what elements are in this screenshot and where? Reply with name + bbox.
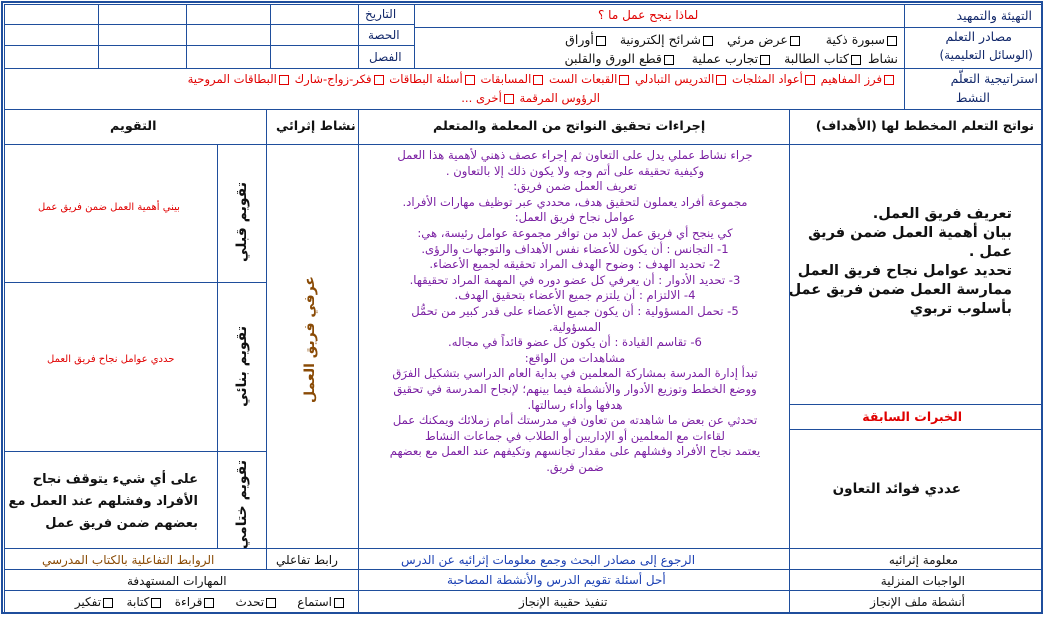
checkbox-icon[interactable] — [103, 598, 113, 608]
interactive-text[interactable]: الروابط التفاعلية بالكتاب المدرسي — [42, 553, 215, 567]
checkbox-icon[interactable] — [703, 36, 713, 46]
procedure-line: وكيفية تحقيقه على أتم وجه ولا يكون ذلك إلا بالتعاون . — [445, 163, 705, 178]
procedure-line: 1- التجانس : أن يكون للأعضاء نفس الأهداف والتوجهات والرؤى. — [421, 241, 729, 256]
resource-paper-pieces: قطع الورق والقلبن — [564, 51, 662, 66]
period-cell-4[interactable] — [4, 24, 99, 46]
checkbox-icon[interactable] — [805, 75, 815, 85]
outcome-item: تحديد عوامل نجاح فريق العمل — [797, 263, 1012, 279]
checkbox-icon[interactable] — [151, 598, 161, 608]
skills-row — [75, 595, 346, 609]
eval-final-text-2: الأفراد وفشلهم عند العمل مع — [8, 494, 198, 509]
period-cell-3[interactable] — [98, 24, 187, 46]
strategy-item: المسابقات — [480, 72, 532, 86]
enrich-info-label: معلومة إثرائيه — [888, 553, 958, 567]
period-cell-1[interactable] — [270, 24, 359, 46]
checkbox-icon[interactable] — [887, 36, 897, 46]
checkbox-icon[interactable] — [266, 598, 276, 608]
checkbox-icon[interactable] — [619, 75, 629, 85]
checkbox-icon[interactable] — [504, 94, 514, 104]
procedure-line: تحدثي عن بعض ما شاهدته من تعاون في مدرستك أمام زملائك ويمكنك عمل — [392, 413, 758, 428]
checkbox-icon[interactable] — [790, 36, 800, 46]
activity-label: نشاط — [868, 51, 898, 66]
class-cell-2[interactable] — [186, 45, 271, 69]
resource-smartboard: سبورة ذكية — [825, 32, 885, 47]
eval-form-label: تقويم بنائي — [234, 326, 250, 407]
class-cell-3[interactable] — [98, 45, 187, 69]
eval-pre-text-cell — [4, 144, 218, 283]
strategy-item: أسئلة البطاقات — [389, 72, 463, 86]
skill-item: تحدث — [235, 595, 265, 609]
checkbox-icon[interactable] — [279, 75, 289, 85]
procedure-line: تعريف العمل ضمن فريق: — [513, 179, 637, 194]
enrichment-text: عرفي فريق العمل — [302, 276, 318, 403]
checkbox-icon[interactable] — [334, 598, 344, 608]
procedure-line: مشاهدات من الواقع: — [524, 350, 626, 365]
checkbox-icon[interactable] — [533, 75, 543, 85]
class-cell-4[interactable] — [4, 45, 99, 69]
checkbox-icon[interactable] — [884, 75, 894, 85]
procedures-text — [368, 148, 782, 475]
date-label: التاريخ — [365, 7, 397, 21]
procedure-line: ضمن فريق. — [546, 459, 604, 474]
procedure-line: 4- الالتزام : أن يلتزم جميع الأعضاء بتحقيق الهدف. — [454, 288, 696, 303]
resource-slides: شرائح إلكترونية — [619, 32, 702, 47]
eval-pre-label: تقويم قبلي — [234, 182, 250, 262]
outcome-item: بأسلوب تربوي — [909, 301, 1012, 317]
procedure-line: ووضع الخطط وتوزيع الأدوار والأنشطة فيما بينهم؛ لإنجاح المدرسة في تحقيق — [393, 381, 757, 396]
enrich-info-text: الرجوع إلى مصادر البحث وجمع معلومات إثرائيه عن الدرس — [401, 553, 696, 567]
strategy-item: فكر-زواج-شارك — [294, 72, 372, 86]
resources-row-1 — [565, 32, 899, 47]
procedure-line: جراء نشاط عملي يدل على التعاون ثم إجراء عصف ذهني لأهمية هذا العمل — [397, 148, 753, 162]
homework-text: أحل أسئلة تقويم الدرس والأنشطة المصاحبة — [447, 573, 666, 587]
checkbox-icon[interactable] — [664, 55, 674, 65]
procedure-line: كي ينجح أي فريق عمل لابد من توافر مجموعة عوامل رئيسة، هي: — [417, 225, 733, 240]
eval-form-text-cell — [4, 282, 218, 452]
period-label: الحصة — [368, 28, 400, 42]
warmup-question: لماذا ينجح عمل ما ؟ — [598, 8, 699, 22]
checkbox-icon[interactable] — [374, 75, 384, 85]
resource-book: كتاب الطالبة — [784, 51, 849, 66]
procedure-line: هدفها وأداء رسالتها. — [527, 397, 623, 412]
resources-row-2 — [564, 51, 863, 66]
strategy-item: البطاقات المروحية — [187, 72, 277, 86]
date-cell-1[interactable] — [270, 4, 359, 25]
portfolio-label: أنشطة ملف الإنجاز — [870, 595, 965, 609]
evaluation-header: التقويم — [110, 119, 157, 134]
skill-item: قراءة — [174, 595, 203, 609]
outcomes-list — [782, 205, 1012, 319]
enrichment-header: نشاط إثرائي — [276, 119, 356, 134]
portfolio-text: تنفيذ حقيبة الإنجاز — [519, 595, 608, 609]
checkbox-icon[interactable] — [760, 55, 770, 65]
strategy-item: الرؤوس المرقمة — [519, 91, 600, 105]
strategy-item: أعواد المثلجات — [731, 72, 803, 86]
outcome-item: عمل . — [968, 244, 1012, 260]
procedure-line: المسؤولية. — [548, 319, 602, 334]
skills-label: المهارات المستهدفة — [127, 574, 227, 588]
procedure-line: لقاءات مع المعلمين أو الإداريين أو الطلاب في جماعات النشاط — [425, 428, 725, 443]
strategy-item: التدريس التبادلي — [635, 72, 715, 86]
outcome-item: تعريف فريق العمل. — [872, 206, 1012, 222]
skill-item: كتابة — [126, 595, 150, 609]
procedures-header: إجراءات تحقيق النواتج من المعلمة والمتعلم — [433, 119, 706, 134]
strategy-item: أخرى ... — [461, 91, 502, 105]
date-cell-2[interactable] — [186, 4, 271, 25]
skill-item: استماع — [297, 595, 332, 609]
checkbox-icon[interactable] — [465, 75, 475, 85]
strategy-label-2: النشط — [955, 90, 990, 105]
checkbox-icon[interactable] — [596, 36, 606, 46]
resource-visual: عرض مرئي — [726, 32, 788, 47]
resources-label-2: (الوسائل التعليمية) — [939, 48, 1033, 62]
prior-text: عددي فوائد التعاون — [832, 481, 961, 497]
strategy-row-2 — [461, 91, 600, 105]
eval-form-text: حددي عوامل نجاح فريق العمل — [47, 354, 175, 365]
checkbox-icon[interactable] — [204, 598, 214, 608]
period-cell-2[interactable] — [186, 24, 271, 46]
procedure-line: مجموعة أفراد يعملون لتحقيق هدف، محددي عبر توظيف مهارات الأفراد. — [402, 194, 748, 209]
eval-final-text-3: بعضهم ضمن فريق عمل — [45, 516, 198, 531]
checkbox-icon[interactable] — [716, 75, 726, 85]
outcome-item: ممارسة العمل ضمن فريق عمل — [788, 282, 1012, 298]
homework-label: الواجبات المنزلية — [880, 574, 965, 588]
strategy-label-1: استراتيجية التعلّم — [950, 71, 1038, 86]
eval-final-text-1: على أي شيء يتوقف نجاح — [32, 472, 198, 487]
procedure-line: 2- تحديد الهدف : وضوح الهدف المراد تحقيقه لجميع الأعضاء. — [429, 257, 721, 272]
class-cell-1[interactable] — [270, 45, 359, 69]
date-cell-3[interactable] — [98, 4, 187, 25]
eval-final-label: تقويم ختامي — [234, 460, 250, 550]
procedure-line: 6- تقاسم القيادة : أن يكون كل عضو قائداً في مجاله. — [448, 335, 702, 350]
procedure-line: تبدأ إدارة المدرسة بمشاركة المعلمين في بداية العام الدراسي بتشكيل الفرَق — [392, 366, 758, 381]
resource-papers: أوراق — [565, 32, 594, 47]
interactive-label: رابط تفاعلي — [276, 553, 338, 567]
class-label: الفصل — [369, 50, 402, 64]
prior-label: الخبرات السابقة — [862, 409, 962, 424]
resource-experiments: تجارب عملية — [691, 51, 759, 66]
checkbox-icon[interactable] — [851, 55, 861, 65]
strategy-row-1 — [188, 72, 896, 86]
procedure-line: يعتمد نجاح الأفراد وفشلهم على مقدار تجانسهم وتكيفهم عند العمل مع بعضهم — [389, 444, 761, 459]
date-cell-4[interactable] — [4, 4, 99, 25]
eval-pre-text: بيني أهمية العمل ضمن فريق عمل — [38, 202, 180, 213]
warmup-label: التهيئة والتمهيد — [956, 8, 1032, 23]
outcome-item: بيان أهمية العمل ضمن فريق — [808, 225, 1012, 241]
skill-item: تفكير — [74, 595, 102, 609]
strategy-item: القبعات الست — [549, 72, 618, 86]
resources-label-1: مصادر التعلم — [945, 29, 1012, 44]
procedure-line: 3- تحديد الأدوار : أن يعرفي كل عضو دوره في المهمة المراد تحقيقها. — [409, 272, 741, 287]
procedure-line: عوامل نجاح فريق العمل: — [514, 210, 636, 225]
outcomes-header: نواتج التعلم المخطط لها (الأهداف) — [815, 119, 1034, 134]
strategy-item: فرز المفاهيم — [820, 72, 882, 86]
procedure-line: 5- تحمل المسؤولية : أن يكون جميع الأعضاء على قدر كبير من تحمُّل — [411, 303, 739, 318]
